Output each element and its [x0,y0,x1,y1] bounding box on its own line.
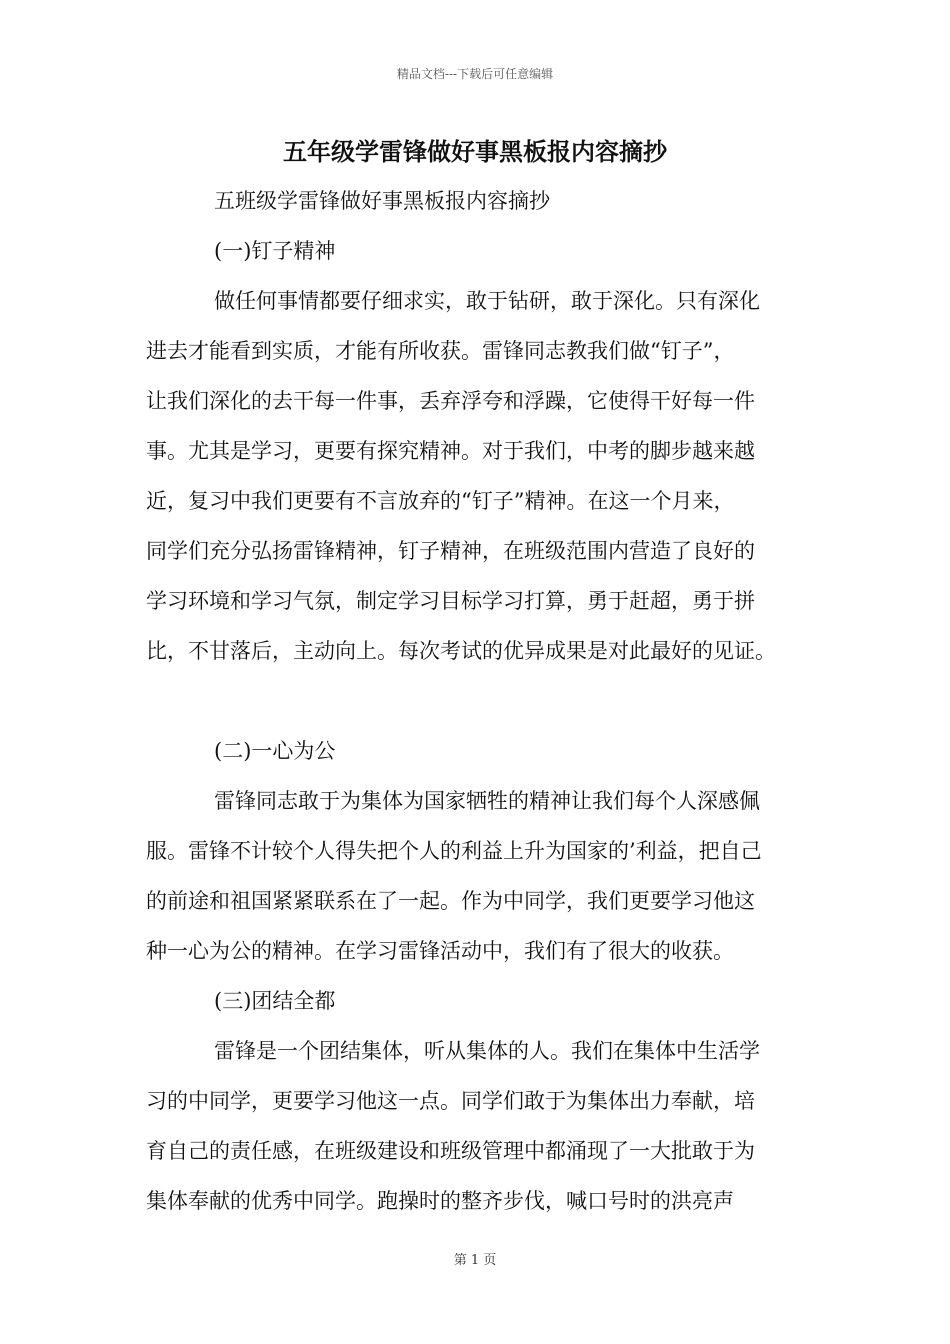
paragraph-line: 进去才能看到实质，才能有所收获。雷锋同志教我们做“钉子”， [146,339,735,363]
section-heading: (三)团结全都 [214,989,336,1013]
section-heading: (一)钉子精神 [214,239,336,263]
document-subtitle: 五班级学雷锋做好事黑板报内容摘抄 [214,189,550,213]
paragraph-line: 事。尤其是学习，更要有探究精神。对于我们，中考的脚步越来越 [146,439,755,463]
paragraph-line: 集体奉献的优秀中同学。跑操时的整齐步伐，喊口号时的洪亮声 [146,1189,734,1213]
paragraph-line: 学习环境和学习气氛，制定学习目标学习打算，勇于赶超，勇于拼 [146,589,755,613]
paragraph-line: 种一心为公的精神。在学习雷锋活动中，我们有了很大的收获。 [146,939,734,963]
paragraph-line: 同学们充分弘扬雷锋精神，钉子精神，在班级范围内营造了良好的 [146,539,755,563]
paragraph-line: 让我们深化的去干每一件事，丢弃浮夸和浮躁，它使得干好每一件 [146,389,755,413]
section-heading: (二)一心为公 [214,739,336,763]
paragraph-line: 的前途和祖国紧紧联系在了一起。作为中同学，我们更要学习他这 [146,889,755,913]
paragraph-line: 育自己的责任感，在班级建设和班级管理中都涌现了一大批敢于为 [146,1139,755,1163]
document-title: 五年级学雷锋做好事黑板报内容摘抄 [283,137,667,166]
paragraph-line: 做任何事情都要仔细求实，敢于钻研，敢于深化。只有深化 [214,289,760,313]
document-body [146,176,816,1226]
paragraph-gap [146,676,816,726]
paragraph-line: 雷锋同志敢于为集体为国家牺牲的精神让我们每个人深感佩 [214,789,760,813]
paragraph-line: 比，不甘落后，主动向上。每次考试的优异成果是对此最好的见证。 [146,639,776,663]
page-number: 第 1 页 [453,1253,497,1268]
paragraph-line: 雷锋是一个团结集体，听从集体的人。我们在集体中生活学 [214,1039,760,1063]
page-header: 精品文档---下载后可任意编辑 [396,67,554,81]
paragraph-line: 服。雷锋不计较个人得失把个人的利益上升为国家的’利益，把自己 [146,839,762,863]
paragraph-line: 习的中同学，更要学习他这一点。同学们敢于为集体出力奉献，培 [146,1089,755,1113]
paragraph-line: 近，复习中我们更要有不言放弃的“钉子”精神。在这一个月来， [146,489,735,513]
